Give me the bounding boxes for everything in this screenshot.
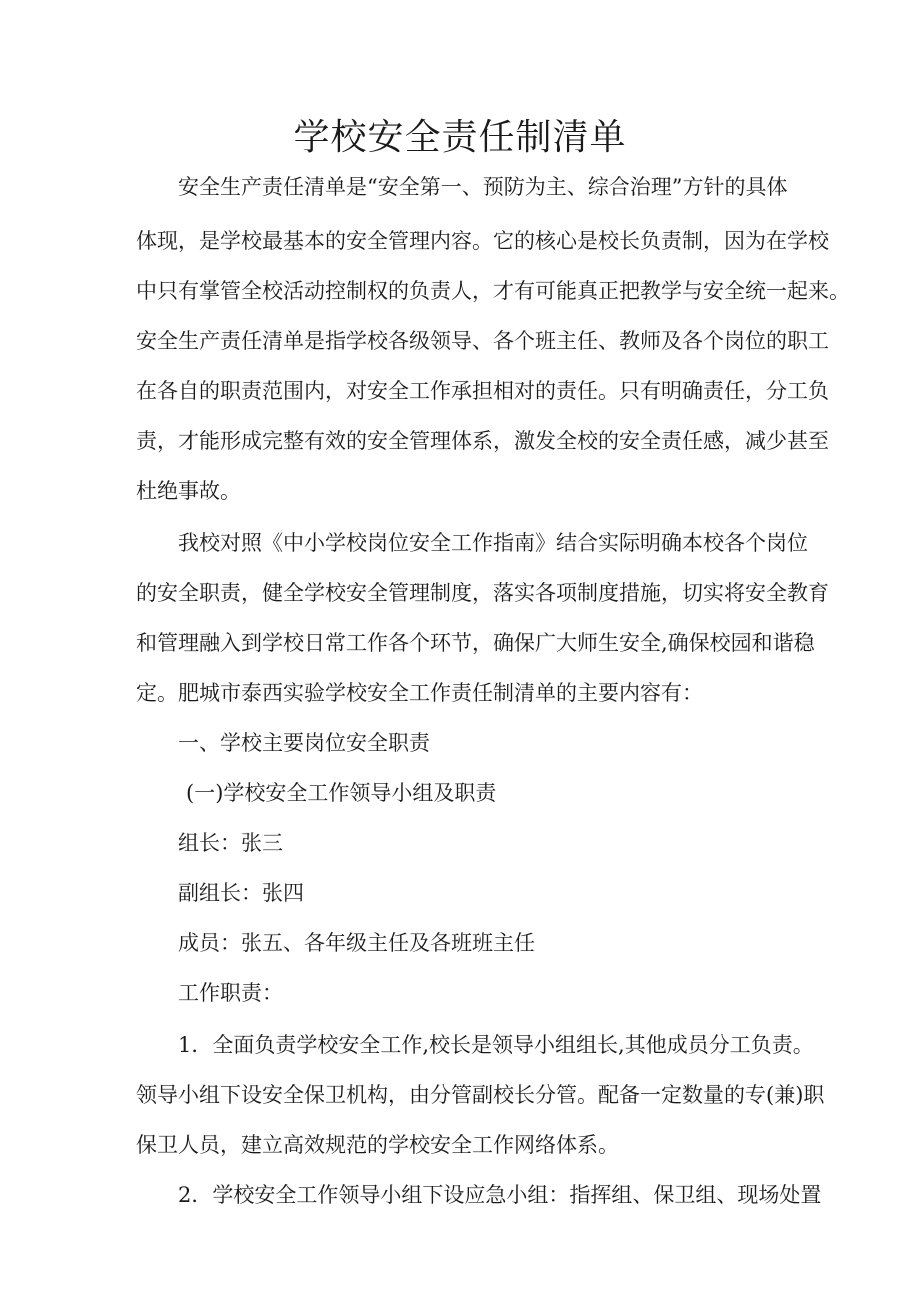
paragraph-line: 杜绝事故。 xyxy=(136,479,241,503)
leader-line: 组长：张三 xyxy=(178,831,283,855)
paragraph-line: 责，才能形成完整有效的安全管理体系，激发全校的安全责任感，减少甚至 xyxy=(136,429,829,453)
duties-heading: 工作职责： xyxy=(178,981,283,1005)
paragraph-line: 在各自的职责范围内，对安全工作承担相对的责任。只有明确责任，分工负 xyxy=(136,379,829,403)
members-line: 成员：张五、各年级主任及各班班主任 xyxy=(178,931,535,955)
paragraph-line: 安全生产责任清单是“安全第一、预防为主、综合治理”方针的具体 xyxy=(178,175,788,199)
paragraph-line: 和管理融入到学校日常工作各个环节，确保广大师生安全,确保校园和谐稳 xyxy=(136,631,815,655)
section-heading: 一、学校主要岗位安全职责 xyxy=(178,731,430,755)
subsection-heading: (一)学校安全工作领导小组及职责 xyxy=(186,781,497,805)
paragraph-line: 中只有掌管全校活动控制权的负责人，才有可能真正把教学与安全统一起来。 xyxy=(136,279,850,303)
paragraph-line: 体现，是学校最基本的安全管理内容。它的核心是校长负责制，因为在学校 xyxy=(136,229,829,253)
numbered-item-line: 2．学校安全工作领导小组下设应急小组：指挥组、保卫组、现场处置 xyxy=(178,1183,822,1207)
paragraph-line: 定。肥城市泰西实验学校安全工作责任制清单的主要内容有： xyxy=(136,681,703,705)
paragraph-line: 保卫人员，建立高效规范的学校安全工作网络体系。 xyxy=(136,1133,619,1157)
deputy-leader-line: 副组长：张四 xyxy=(178,881,304,905)
paragraph-line: 我校对照《中小学校岗位安全工作指南》结合实际明确本校各个岗位 xyxy=(178,531,808,555)
paragraph-line: 安全生产责任清单是指学校各级领导、各个班主任、教师及各个岗位的职工 xyxy=(136,329,829,353)
paragraph-line: 的安全职责，健全学校安全管理制度，落实各项制度措施，切实将安全教育 xyxy=(136,581,829,605)
paragraph-line: 领导小组下设安全保卫机构，由分管副校长分管。配备一定数量的专(兼)职 xyxy=(136,1083,825,1107)
numbered-item-line: 1．全面负责学校安全工作,校长是领导小组组长,其他成员分工负责。 xyxy=(178,1033,814,1057)
document-title: 学校安全责任制清单 xyxy=(293,117,627,158)
